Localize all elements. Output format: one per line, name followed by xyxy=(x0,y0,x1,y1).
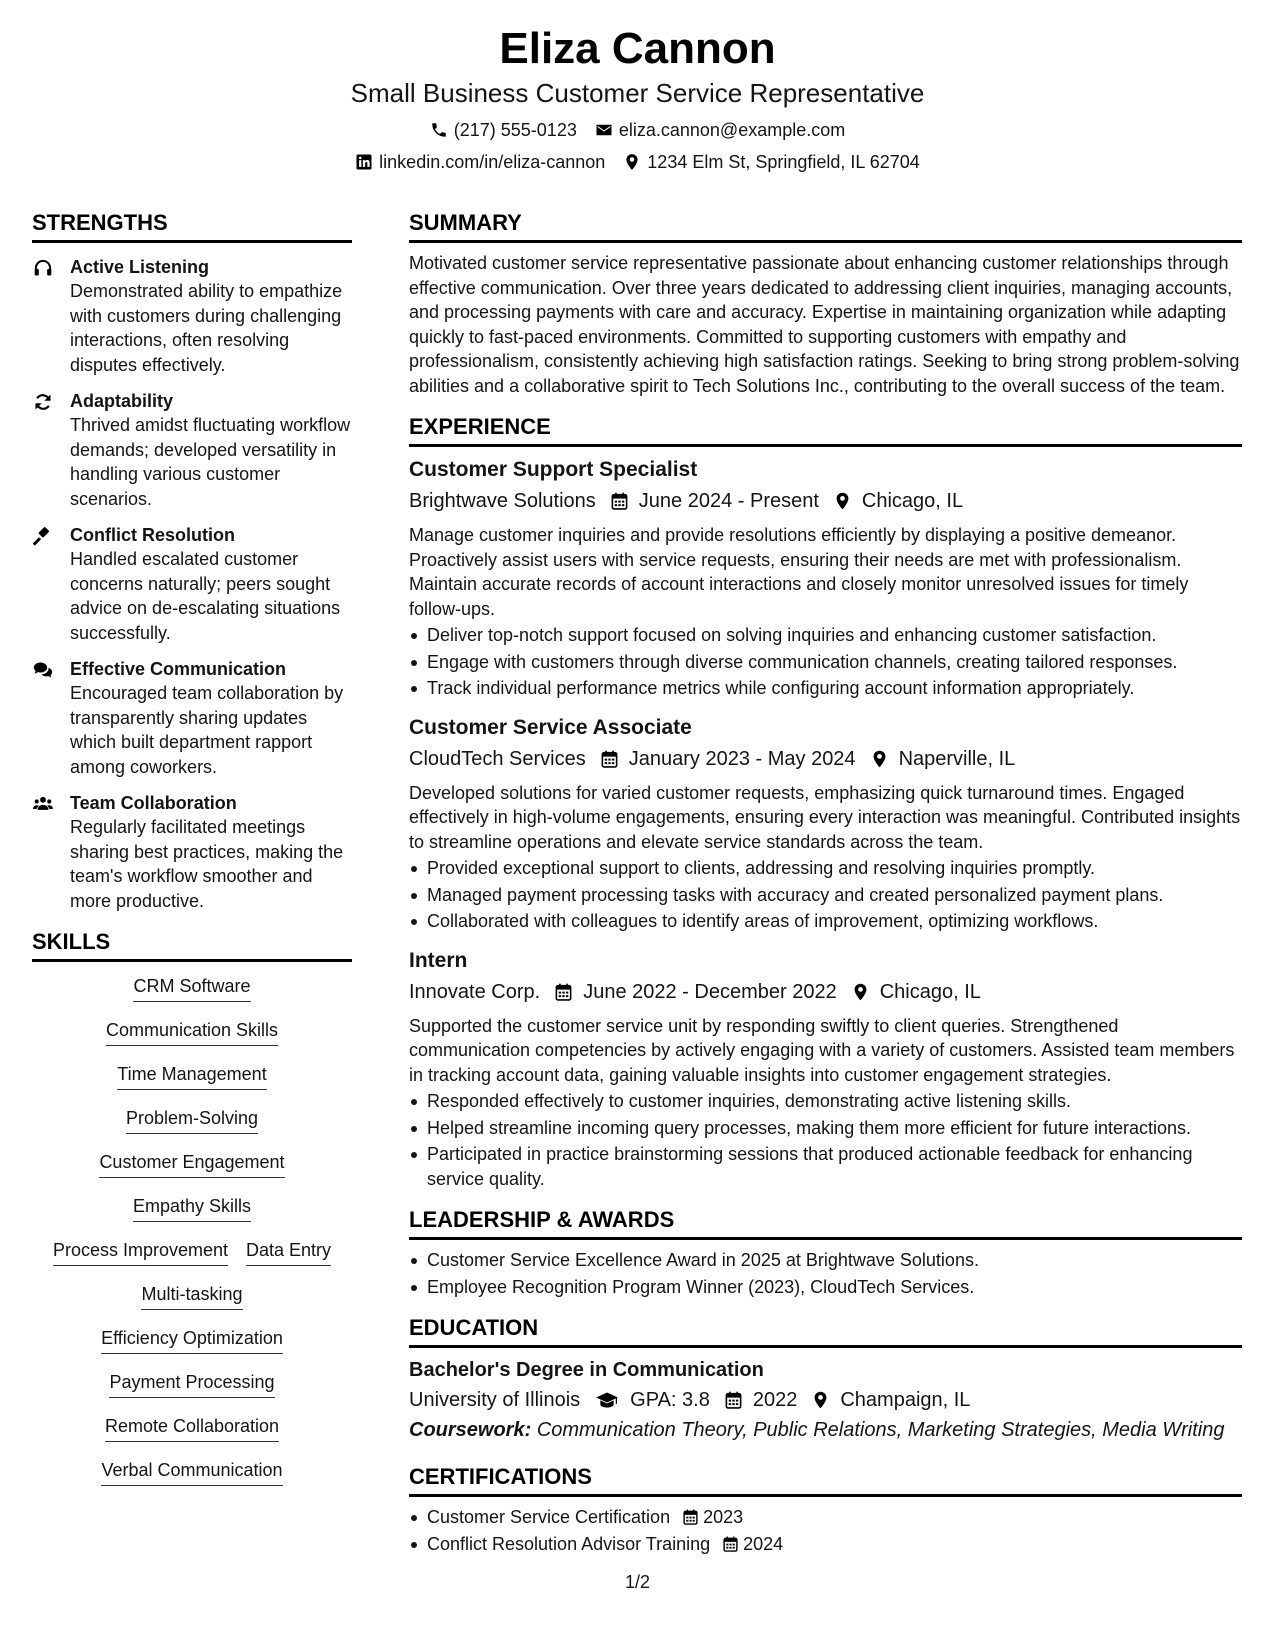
job-meta xyxy=(409,745,1242,773)
list-item: Engage with customers through diverse communication channels, creating tailored responses. xyxy=(409,650,1242,675)
cert-year: 2024 xyxy=(743,1533,784,1554)
map-pin-icon xyxy=(870,749,889,769)
school-location: Champaign, IL xyxy=(840,1389,971,1411)
linkedin-contact[interactable] xyxy=(355,146,605,178)
map-pin-icon xyxy=(623,153,641,171)
email-contact[interactable] xyxy=(595,114,845,146)
job-location: Naperville, IL xyxy=(898,747,1016,770)
education-meta xyxy=(409,1386,1242,1414)
job-dates: June 2022 - December 2022 xyxy=(583,980,837,1003)
graduation-year: 2022 xyxy=(752,1389,798,1411)
skill-tag: Data Entry xyxy=(246,1238,331,1266)
map-pin-icon xyxy=(811,1390,830,1410)
job-bullets xyxy=(409,623,1242,701)
list-item: Customer Service Excellence Award in 2025 at Brightwave Solutions. xyxy=(409,1248,1242,1273)
list-item: Collaborated with colleagues to identify areas of improvement, optimizing workflows. xyxy=(409,909,1242,934)
job-dates: June 2024 - Present xyxy=(638,490,819,512)
job-title: Customer Service Associate xyxy=(409,715,692,739)
strength-name: Effective Communication xyxy=(70,659,287,679)
phone-icon xyxy=(430,121,448,139)
job-location: Chicago, IL xyxy=(879,980,981,1003)
job-company: Brightwave Solutions xyxy=(409,490,596,512)
skill-tag: Verbal Communication xyxy=(101,1458,282,1486)
candidate-title: Small Business Customer Service Representative xyxy=(350,78,925,108)
list-item xyxy=(409,1532,1242,1557)
linkedin-text: linkedin.com/in/eliza-cannon xyxy=(379,152,606,172)
summary-heading: SUMMARY xyxy=(409,208,1242,243)
cert-name: Conflict Resolution Advisor Training xyxy=(427,1533,711,1554)
job-entry xyxy=(409,946,1242,1192)
skill-tag: Process Improvement xyxy=(53,1238,228,1266)
address-text: 1234 Elm St, Springfield, IL 62704 xyxy=(647,152,920,172)
strength-name: Team Collaboration xyxy=(70,793,237,813)
comments-icon xyxy=(32,660,54,680)
leadership-list xyxy=(409,1248,1242,1299)
skill-tag: Problem-Solving xyxy=(126,1106,258,1134)
strength-item xyxy=(32,255,352,377)
strength-item xyxy=(32,657,352,779)
skill-tag: Communication Skills xyxy=(106,1018,278,1046)
skill-tag: CRM Software xyxy=(133,974,250,1002)
job-dates: January 2023 - May 2024 xyxy=(628,747,856,770)
list-item: Provided exceptional support to clients, addressing and resolving inquiries promptly. xyxy=(409,856,1242,881)
calendar-icon xyxy=(722,1535,739,1553)
right-column xyxy=(409,208,1242,1556)
gavel-icon xyxy=(32,526,54,546)
gpa: GPA: 3.8 xyxy=(630,1389,710,1411)
skills-heading: SKILLS xyxy=(32,927,352,962)
strength-item xyxy=(32,389,352,511)
strength-item xyxy=(32,523,352,645)
sync-icon xyxy=(32,392,54,412)
job-company: CloudTech Services xyxy=(409,747,586,770)
strength-item xyxy=(32,791,352,913)
skill-tag: Time Management xyxy=(117,1062,266,1090)
job-entry xyxy=(409,713,1242,934)
job-meta xyxy=(409,487,1242,515)
users-icon xyxy=(32,794,54,814)
calendar-icon xyxy=(600,749,619,769)
list-item: Managed payment processing tasks with accuracy and created personalized payment plans. xyxy=(409,883,1242,908)
list-item: Responded effectively to customer inquiries, demonstrating active listening skills. xyxy=(409,1089,1242,1114)
calendar-icon xyxy=(724,1390,743,1410)
job-company: Innovate Corp. xyxy=(409,980,541,1003)
skill-tag: Efficiency Optimization xyxy=(101,1326,283,1354)
linkedin-icon xyxy=(355,153,373,171)
leadership-heading: LEADERSHIP & AWARDS xyxy=(409,1205,1242,1240)
map-pin-icon xyxy=(851,982,870,1002)
strength-name: Conflict Resolution xyxy=(70,525,235,545)
coursework-text: Communication Theory, Public Relations, Marketing Strategies, Media Writing xyxy=(536,1419,1225,1441)
phone-contact[interactable] xyxy=(430,114,577,146)
strength-desc: Encouraged team collaboration by transparently sharing updates which built department rapport among coworkers. xyxy=(70,683,344,777)
job-description: Supported the customer service unit by responding swiftly to client queries. Strengthened communication competencies by actively engaging with a variety of customers. Assisted team members in tracking account data, gaining valuable insights into customer engagement strategies. xyxy=(409,1015,1235,1085)
job-meta xyxy=(409,978,1242,1006)
certifications-heading: CERTIFICATIONS xyxy=(409,1462,1242,1497)
degree-title: Bachelor's Degree in Communication xyxy=(409,1359,764,1381)
experience-heading: EXPERIENCE xyxy=(409,412,1242,447)
strength-desc: Handled escalated customer concerns naturally; peers sought advice on de-escalating situations successfully. xyxy=(70,549,341,643)
skills-list xyxy=(32,974,352,1502)
coursework xyxy=(409,1416,1242,1444)
email-text: eliza.cannon@example.com xyxy=(618,120,846,140)
list-item: Track individual performance metrics while configuring account information appropriately. xyxy=(409,676,1242,701)
job-bullets xyxy=(409,1089,1242,1191)
certifications-list xyxy=(409,1505,1242,1556)
skill-tag: Payment Processing xyxy=(109,1370,274,1398)
skill-tag: Empathy Skills xyxy=(133,1194,251,1222)
job-description: Manage customer inquiries and provide resolutions efficiently by displaying a positive demeanor. Proactively assist users with service requests, ensuring their needs are met with professionalism. Maintain accurate records of account interactions and closely monitor unresolved issues for timely follow-ups. xyxy=(409,525,1189,619)
list-item: Helped streamline incoming query processes, making them more efficient for future interactions. xyxy=(409,1116,1242,1141)
calendar-icon xyxy=(554,982,573,1002)
strength-name: Active Listening xyxy=(70,257,210,277)
job-description: Developed solutions for varied customer requests, emphasizing quick turnaround times. Engaged effectively in high-volume engagements, ensuring every interaction was meaningful. Contributed insights to streamline operations and elevate service standards across the team. xyxy=(409,782,1241,852)
left-column xyxy=(32,208,352,1502)
job-title: Customer Support Specialist xyxy=(409,458,698,481)
phone-text: (217) 555-0123 xyxy=(453,120,577,140)
skill-tag: Customer Engagement xyxy=(99,1150,284,1178)
list-item xyxy=(409,1505,1242,1530)
list-item: Employee Recognition Program Winner (2023), CloudTech Services. xyxy=(409,1275,1242,1300)
strength-name: Adaptability xyxy=(70,391,174,411)
calendar-icon xyxy=(610,491,629,511)
headphones-icon xyxy=(32,258,54,278)
resume-header xyxy=(0,22,1275,178)
education-heading: EDUCATION xyxy=(409,1313,1242,1348)
address-contact xyxy=(623,146,920,178)
cert-year: 2023 xyxy=(703,1507,744,1527)
strengths-heading: STRENGTHS xyxy=(32,208,352,243)
strengths-list xyxy=(32,255,352,927)
list-item: Participated in practice brainstorming sessions that produced actionable feedback for enhancing service quality. xyxy=(409,1142,1242,1191)
summary-text: Motivated customer service representative passionate about enhancing customer relationships through effective communication. Over three years dedicated to addressing client inquiries, managing accounts, and processing payments with care and accuracy. Expertise in maintaining organization while adapting quickly to fast-paced environments. Committed to supporting customers with empathy and professionalism, consistently achieving high satisfaction ratings. Seeking to bring strong problem-solving abilities and a collaborative spirit to Tech Solutions Inc., contributing to the overall success of the team. xyxy=(409,253,1240,396)
job-bullets xyxy=(409,856,1242,934)
contact-row-1 xyxy=(0,114,1275,146)
job-location: Chicago, IL xyxy=(861,490,964,512)
contact-row-2 xyxy=(0,146,1275,178)
strength-desc: Regularly facilitated meetings sharing best practices, making the team's workflow smoother and more productive. xyxy=(70,817,344,911)
coursework-label: Coursework: xyxy=(409,1419,532,1441)
envelope-icon xyxy=(595,121,613,139)
job-entry xyxy=(409,455,1242,701)
strength-desc: Thrived amidst fluctuating workflow demands; developed versatility in handling various customer scenarios. xyxy=(70,415,351,509)
candidate-name: Eliza Cannon xyxy=(499,24,776,73)
job-title: Intern xyxy=(409,948,468,972)
cert-name: Customer Service Certification xyxy=(427,1507,671,1527)
skill-tag: Multi-tasking xyxy=(141,1282,242,1310)
school-name: University of Illinois xyxy=(409,1389,581,1411)
map-pin-icon xyxy=(833,491,852,511)
graduation-cap-icon xyxy=(594,1390,620,1410)
list-item: Deliver top-notch support focused on solving inquiries and enhancing customer satisfaction. xyxy=(409,623,1242,648)
strength-desc: Demonstrated ability to empathize with customers during challenging interactions, often resolving disputes effectively. xyxy=(70,281,343,375)
skill-tag: Remote Collaboration xyxy=(105,1414,279,1442)
calendar-icon xyxy=(682,1508,699,1526)
page-number: 1/2 xyxy=(624,1572,651,1592)
